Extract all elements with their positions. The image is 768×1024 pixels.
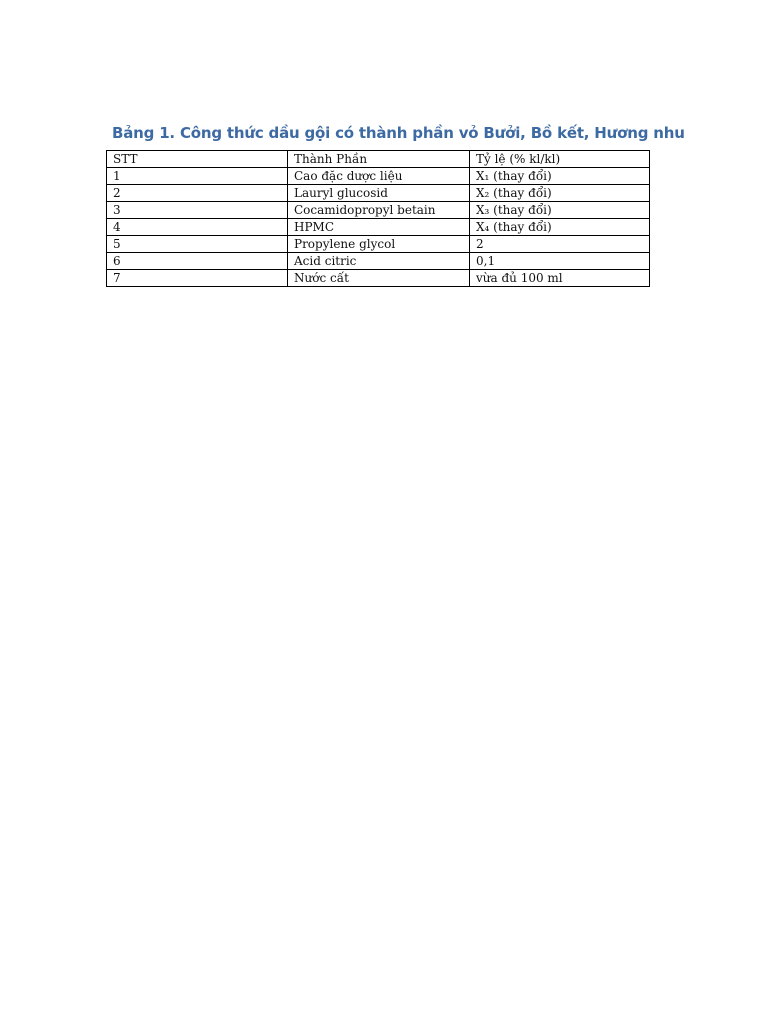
- table-cell-stt: 6: [107, 253, 288, 270]
- table-header-row: [107, 151, 650, 168]
- table-cell-stt: 7: [107, 270, 288, 287]
- header-cell-stt: STT: [107, 151, 288, 168]
- table-cell-stt: 5: [107, 236, 288, 253]
- table-row: [107, 253, 650, 270]
- table-cell-stt: 3: [107, 202, 288, 219]
- table-cell-ratio: vừa đủ 100 ml: [470, 270, 650, 287]
- table-row: [107, 270, 650, 287]
- header-cell-ratio: Tỷ lệ (% kl/kl): [470, 151, 650, 168]
- table-caption: Bảng 1. Công thức dầu gội có thành phần vỏ Bưởi, Bồ kết, Hương nhu: [112, 124, 685, 142]
- table-cell-ratio: X₃ (thay đổi): [470, 202, 650, 219]
- table-cell-ingredient: Lauryl glucosid: [288, 185, 470, 202]
- table-row: [107, 185, 650, 202]
- table-row: [107, 202, 650, 219]
- table-cell-ratio: 2: [470, 236, 650, 253]
- table-cell-ratio: 0,1: [470, 253, 650, 270]
- table-cell-ingredient: Acid citric: [288, 253, 470, 270]
- table-cell-ratio: X₄ (thay đổi): [470, 219, 650, 236]
- table-cell-ingredient: Propylene glycol: [288, 236, 470, 253]
- table-row: [107, 219, 650, 236]
- table-cell-ratio: X₁ (thay đổi): [470, 168, 650, 185]
- table-cell-ratio: X₂ (thay đổi): [470, 185, 650, 202]
- formula-table: [106, 150, 650, 287]
- table-cell-stt: 4: [107, 219, 288, 236]
- table-cell-ingredient: Cao đặc dược liệu: [288, 168, 470, 185]
- table-cell-stt: 1: [107, 168, 288, 185]
- table-cell-ingredient: HPMC: [288, 219, 470, 236]
- table-cell-ingredient: Nước cất: [288, 270, 470, 287]
- table-row: [107, 168, 650, 185]
- table-row: [107, 236, 650, 253]
- header-cell-ingredient: Thành Phần: [288, 151, 470, 168]
- table-cell-ingredient: Cocamidopropyl betain: [288, 202, 470, 219]
- table-cell-stt: 2: [107, 185, 288, 202]
